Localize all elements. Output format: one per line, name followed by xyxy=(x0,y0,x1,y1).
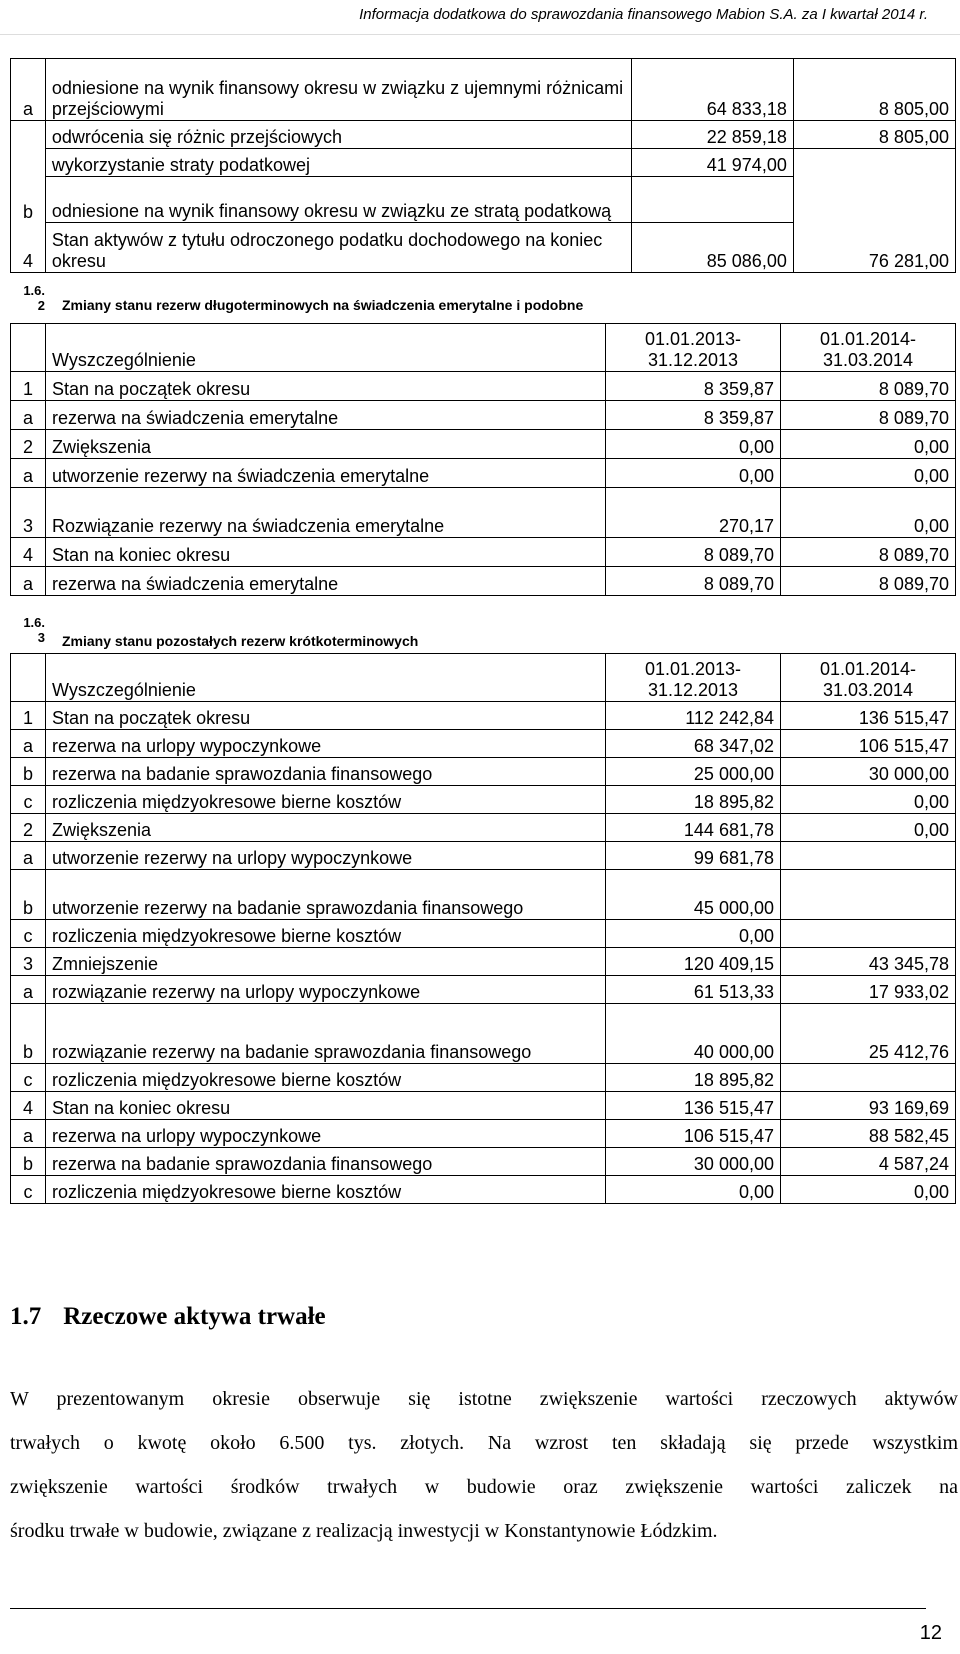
row-label: rozwiązanie rezerwy na badanie sprawozdania finansowego xyxy=(46,1004,606,1064)
value-2014: 8 805,00 xyxy=(793,59,955,121)
value-2013: 112 242,84 xyxy=(606,702,781,730)
section-17-title: Rzeczowe aktywa trwałe xyxy=(63,1303,326,1330)
row-label: odniesione na wynik finansowy okresu w związku z ujemnymi różnicami przejściowymi xyxy=(45,59,631,121)
row-index: a xyxy=(11,459,46,488)
row-label: Stan na początek okresu xyxy=(46,702,606,730)
table-row xyxy=(11,1176,956,1204)
row-index: b xyxy=(11,870,46,920)
value-2014: 43 345,78 xyxy=(781,948,956,976)
row-label: Stan na koniec okresu xyxy=(46,1092,606,1120)
table-row xyxy=(11,401,956,430)
value-2013 xyxy=(631,177,793,223)
table-row xyxy=(11,59,956,121)
paragraph-line: trwałych o kwotę około 6.500 tys. złotych. Na wzrost ten składają się przede wszystkim xyxy=(10,1432,958,1454)
section-162-number: 1.6. 2 xyxy=(23,283,45,313)
value-2013: 41 974,00 xyxy=(631,149,793,177)
value-2014 xyxy=(781,842,956,870)
row-label: rozliczenia międzyokresowe bierne kosztów xyxy=(46,786,606,814)
row-index xyxy=(11,121,46,149)
value-2014: 136 515,47 xyxy=(781,702,956,730)
table-row xyxy=(11,430,956,459)
value-2014: 4 587,24 xyxy=(781,1148,956,1176)
row-label: Stan aktywów z tytułu odroczonego podatku dochodowego na koniec okresu xyxy=(45,223,631,273)
paragraph-line: zwiększenie wartości środków trwałych w budowie oraz zwiększenie wartości zaliczek na xyxy=(10,1476,958,1498)
row-index: a xyxy=(11,1120,46,1148)
table-row xyxy=(11,1064,956,1092)
table-row xyxy=(11,758,956,786)
value-2014: 25 412,76 xyxy=(781,1004,956,1064)
section-17-paragraph xyxy=(10,1377,958,1553)
value-2014: 0,00 xyxy=(781,459,956,488)
value-2014: 93 169,69 xyxy=(781,1092,956,1120)
row-label: Zmniejszenie xyxy=(46,948,606,976)
value-2014: 8 089,70 xyxy=(781,372,956,401)
row-label: utworzenie rezerwy na badanie sprawozdania finansowego xyxy=(46,870,606,920)
table-row xyxy=(11,1148,956,1176)
table-row xyxy=(11,814,956,842)
row-index: 2 xyxy=(11,814,46,842)
table-row xyxy=(11,223,956,273)
value-2013: 30 000,00 xyxy=(606,1148,781,1176)
value-2013: 0,00 xyxy=(606,1176,781,1204)
value-2014: 106 515,47 xyxy=(781,730,956,758)
column-header-2014: 01.01.2014-31.03.2014 xyxy=(781,654,956,702)
value-2013: 144 681,78 xyxy=(606,814,781,842)
table-row xyxy=(11,870,956,920)
header-title: Informacja dodatkowa do sprawozdania finansowego Mabion S.A. za I kwartał 2014 r. xyxy=(359,6,928,23)
table-row xyxy=(11,948,956,976)
table-row xyxy=(11,1120,956,1148)
value-2014 xyxy=(781,870,956,920)
row-label: wykorzystanie straty podatkowej xyxy=(45,149,631,177)
row-label: rezerwa na urlopy wypoczynkowe xyxy=(46,1120,606,1148)
section-163-number: 1.6. 3 xyxy=(23,615,45,645)
row-index: a xyxy=(11,842,46,870)
row-label: rozwiązanie rezerwy na urlopy wypoczynkowe xyxy=(46,976,606,1004)
row-label: Rozwiązanie rezerwy na świadczenia emerytalne xyxy=(46,488,606,538)
page-header xyxy=(0,0,960,35)
value-2013: 8 089,70 xyxy=(606,538,781,567)
row-index: c xyxy=(11,1176,46,1204)
paragraph-line: środku trwałe w budowie, związane z realizacją inwestycji w Konstantynowie Łódzkim. xyxy=(10,1520,718,1542)
table-row xyxy=(11,149,956,177)
row-index: 3 xyxy=(11,488,46,538)
value-2013: 120 409,15 xyxy=(606,948,781,976)
table-row xyxy=(11,488,956,538)
table-row xyxy=(11,786,956,814)
row-index: c xyxy=(11,920,46,948)
row-label: Zwiększenia xyxy=(46,430,606,459)
section-17-heading xyxy=(10,1303,326,1331)
short-term-provisions-table xyxy=(10,653,956,1204)
value-2014: 8 089,70 xyxy=(781,401,956,430)
value-2013: 68 347,02 xyxy=(606,730,781,758)
table-row xyxy=(11,372,956,401)
row-label: rezerwa na badanie sprawozdania finansowego xyxy=(46,758,606,786)
row-index: b xyxy=(11,758,46,786)
value-2013: 18 895,82 xyxy=(606,1064,781,1092)
value-2014: 17 933,02 xyxy=(781,976,956,1004)
value-2014: 0,00 xyxy=(781,1176,956,1204)
table-row xyxy=(11,842,956,870)
value-2014 xyxy=(793,149,955,177)
value-2013: 85 086,00 xyxy=(631,223,793,273)
value-2013: 0,00 xyxy=(606,459,781,488)
value-2013: 8 359,87 xyxy=(606,401,781,430)
row-label: rozliczenia międzyokresowe bierne kosztów xyxy=(46,1064,606,1092)
column-header-2014: 01.01.2014-31.03.2014 xyxy=(781,324,956,372)
value-2013: 99 681,78 xyxy=(606,842,781,870)
table-row xyxy=(11,1004,956,1064)
table-row xyxy=(11,976,956,1004)
header-index xyxy=(11,324,46,372)
row-label: odniesione na wynik finansowy okresu w związku ze stratą podatkową xyxy=(45,177,631,223)
row-index: a xyxy=(11,401,46,430)
value-2014: 8 089,70 xyxy=(781,538,956,567)
row-index: 4 xyxy=(11,538,46,567)
value-2014 xyxy=(781,920,956,948)
row-label: rozliczenia międzyokresowe bierne kosztów xyxy=(46,920,606,948)
row-index: a xyxy=(11,976,46,1004)
row-label: rezerwa na badanie sprawozdania finansowego xyxy=(46,1148,606,1176)
paragraph-line: W prezentowanym okresie obserwuje się istotne zwiększenie wartości rzeczowych aktywów xyxy=(10,1388,958,1410)
value-2013: 18 895,82 xyxy=(606,786,781,814)
value-2014: 88 582,45 xyxy=(781,1120,956,1148)
value-2014: 30 000,00 xyxy=(781,758,956,786)
table-header-row xyxy=(11,654,956,702)
row-label: Stan na początek okresu xyxy=(46,372,606,401)
row-index: 2 xyxy=(11,430,46,459)
row-index: b xyxy=(11,1004,46,1064)
value-2013: 106 515,47 xyxy=(606,1120,781,1148)
table-row xyxy=(11,567,956,596)
row-index: 1 xyxy=(11,702,46,730)
value-2014 xyxy=(781,1064,956,1092)
value-2013: 64 833,18 xyxy=(631,59,793,121)
row-label: utworzenie rezerwy na świadczenia emerytalne xyxy=(46,459,606,488)
section-163-title: Zmiany stanu pozostałych rezerw krótkoterminowych xyxy=(62,633,419,649)
row-label: rezerwa na świadczenia emerytalne xyxy=(46,567,606,596)
value-2014 xyxy=(793,177,955,223)
table-row xyxy=(11,459,956,488)
value-2013: 136 515,47 xyxy=(606,1092,781,1120)
table-row xyxy=(11,730,956,758)
table-row xyxy=(11,920,956,948)
row-index: b xyxy=(11,1148,46,1176)
row-index: a xyxy=(11,567,46,596)
value-2013: 25 000,00 xyxy=(606,758,781,786)
row-label: Zwiększenia xyxy=(46,814,606,842)
row-index: a xyxy=(11,59,46,121)
long-term-provisions-table xyxy=(10,323,956,596)
value-2013: 270,17 xyxy=(606,488,781,538)
row-index: 4 xyxy=(11,223,46,273)
row-label: rezerwa na urlopy wypoczynkowe xyxy=(46,730,606,758)
column-header-2013: 01.01.2013-31.12.2013 xyxy=(606,324,781,372)
row-label: rezerwa na świadczenia emerytalne xyxy=(46,401,606,430)
row-index: a xyxy=(11,730,46,758)
value-2013: 8 089,70 xyxy=(606,567,781,596)
value-2014: 0,00 xyxy=(781,814,956,842)
row-index xyxy=(11,149,46,177)
row-index: c xyxy=(11,786,46,814)
table-row xyxy=(11,538,956,567)
row-index: 3 xyxy=(11,948,46,976)
row-index: 1 xyxy=(11,372,46,401)
table-row xyxy=(11,121,956,149)
table-row xyxy=(11,177,956,223)
section-162-title: Zmiany stanu rezerw długoterminowych na świadczenia emerytalne i podobne xyxy=(62,297,584,313)
section-17-number: 1.7 xyxy=(10,1303,42,1330)
value-2014: 8 089,70 xyxy=(781,567,956,596)
table-row xyxy=(11,1092,956,1120)
table-header-row xyxy=(11,324,956,372)
value-2014: 0,00 xyxy=(781,430,956,459)
row-index: c xyxy=(11,1064,46,1092)
row-index: 4 xyxy=(11,1092,46,1120)
value-2013: 8 359,87 xyxy=(606,372,781,401)
table-row xyxy=(11,702,956,730)
value-2013: 0,00 xyxy=(606,430,781,459)
value-2013: 61 513,33 xyxy=(606,976,781,1004)
row-label: rozliczenia międzyokresowe bierne kosztów xyxy=(46,1176,606,1204)
row-index: b xyxy=(11,177,46,223)
value-2014: 0,00 xyxy=(781,488,956,538)
row-label: odwrócenia się różnic przejściowych xyxy=(45,121,631,149)
header-index xyxy=(11,654,46,702)
footer-divider xyxy=(10,1608,926,1609)
column-header-description: Wyszczególnienie xyxy=(46,324,606,372)
value-2013: 22 859,18 xyxy=(631,121,793,149)
value-2014: 0,00 xyxy=(781,786,956,814)
deferred-tax-table xyxy=(10,58,956,273)
value-2013: 45 000,00 xyxy=(606,870,781,920)
value-2013: 40 000,00 xyxy=(606,1004,781,1064)
column-header-description: Wyszczególnienie xyxy=(46,654,606,702)
column-header-2013: 01.01.2013-31.12.2013 xyxy=(606,654,781,702)
value-2013: 0,00 xyxy=(606,920,781,948)
row-label: utworzenie rezerwy na urlopy wypoczynkowe xyxy=(46,842,606,870)
value-2014: 8 805,00 xyxy=(793,121,955,149)
row-label: Stan na koniec okresu xyxy=(46,538,606,567)
value-2014: 76 281,00 xyxy=(793,223,955,273)
page-number: 12 xyxy=(919,1622,942,1644)
